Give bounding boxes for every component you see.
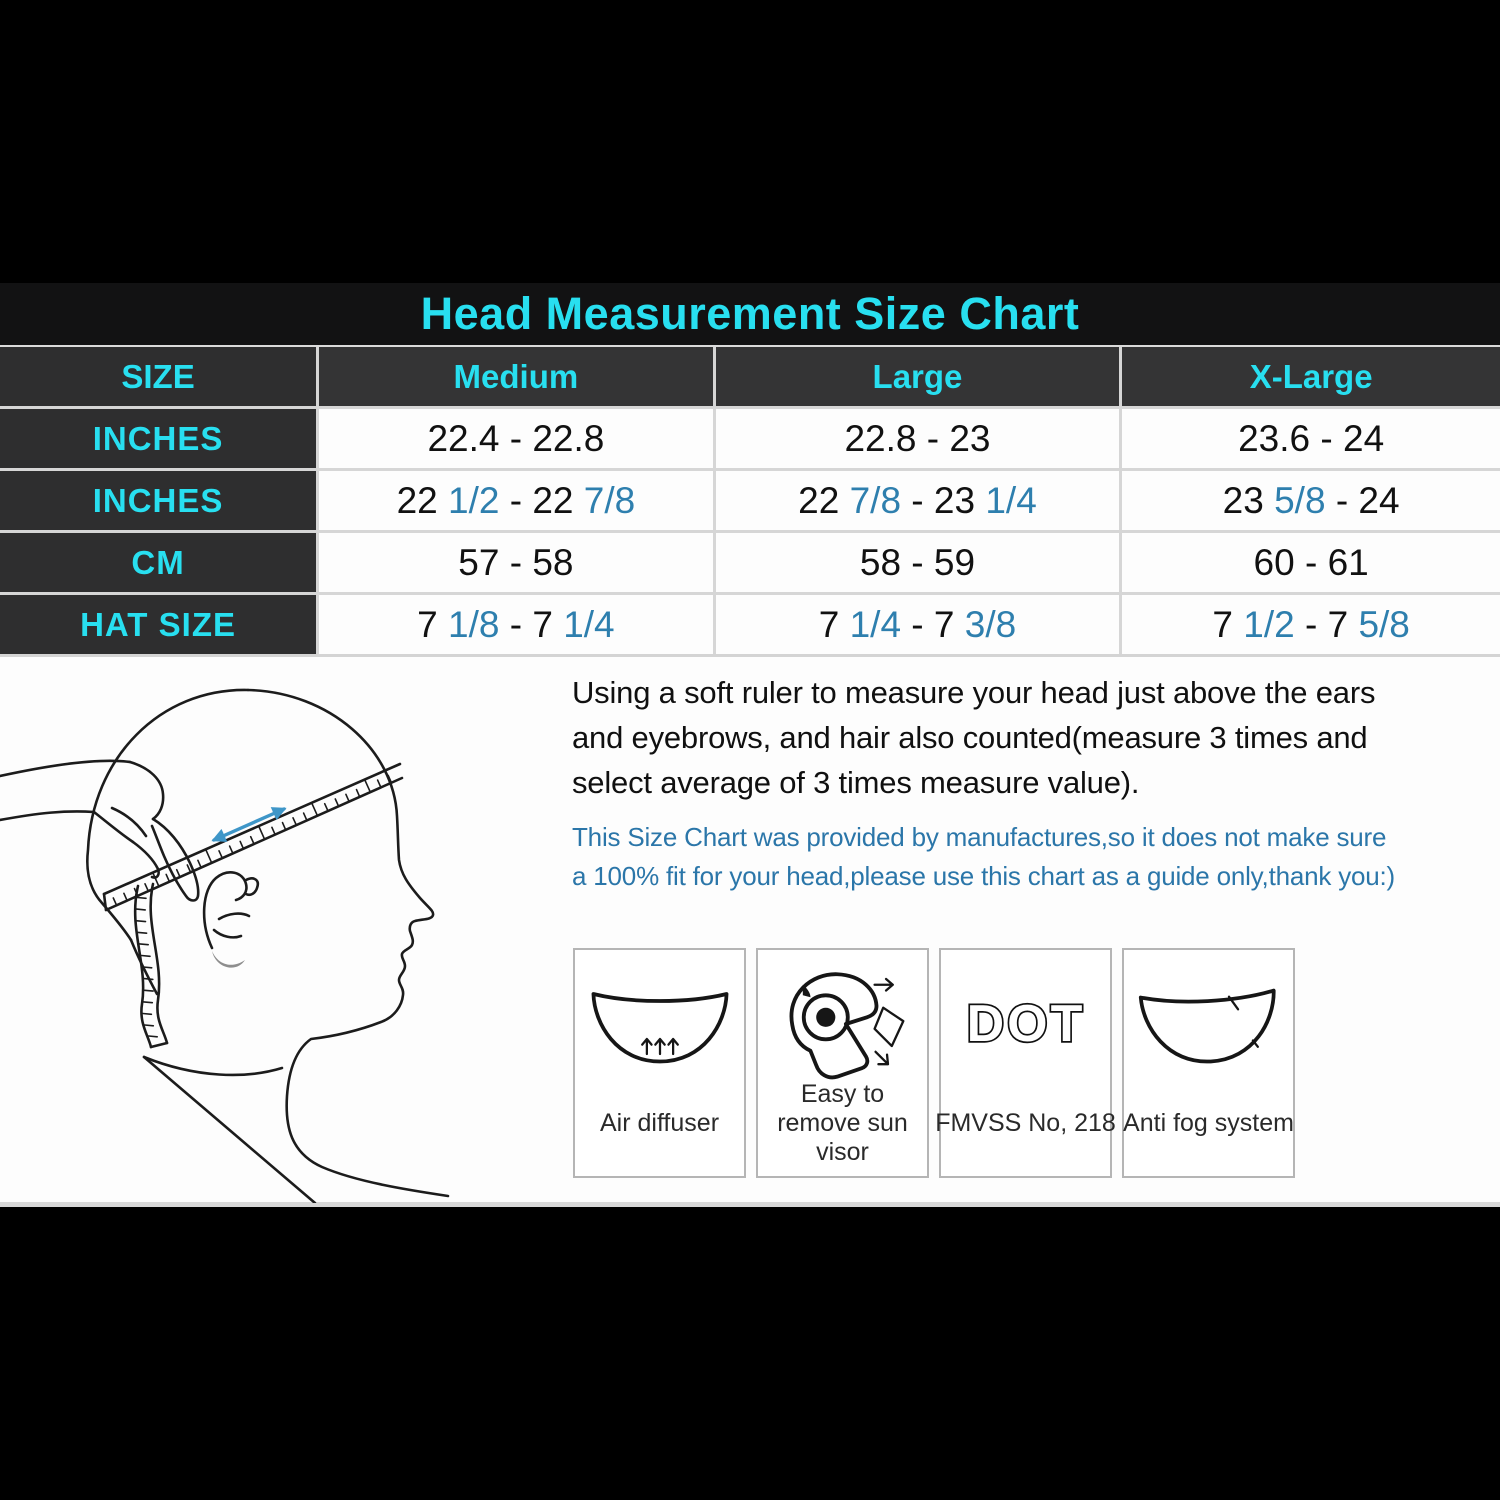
size-value-cell xyxy=(319,533,713,592)
head-measurement-figure xyxy=(0,658,545,1203)
value-text: - 22 xyxy=(499,479,584,521)
table-grid xyxy=(0,345,1500,657)
measuring-tape-band xyxy=(104,764,402,910)
value-text: - 24 xyxy=(1325,479,1400,521)
row-label: CM xyxy=(0,533,316,592)
fraction-text: 1/4 xyxy=(563,603,615,645)
hanging-tape-tick-marks xyxy=(137,898,158,1037)
row-label: INCHES xyxy=(0,471,316,530)
size-column-header: SIZE xyxy=(0,347,316,406)
fraction-text: 3/8 xyxy=(964,603,1017,645)
value-text: - 7 xyxy=(901,603,965,645)
fraction-text: 1/4 xyxy=(849,603,902,645)
value-text: 22.8 - 23 xyxy=(844,417,991,459)
fraction-text: 5/8 xyxy=(1358,603,1410,645)
value-text: - 7 xyxy=(1294,603,1359,645)
feature-label: FMVSS No, 218 xyxy=(935,1108,1116,1137)
measuring-tape-hanging xyxy=(135,884,167,1047)
fraction-text: 1/2 xyxy=(448,479,500,521)
value-text: 60 - 61 xyxy=(1253,541,1369,583)
instruction-line: select average of 3 times measure value). xyxy=(572,765,1140,800)
value-text: 23 xyxy=(1222,479,1275,521)
feature-box-air-diffuser xyxy=(573,948,746,1178)
size-chart-table xyxy=(0,283,1500,657)
air-diffuser-icon xyxy=(585,964,735,1084)
feature-box-sun-visor xyxy=(756,948,929,1178)
size-value-cell xyxy=(1122,533,1500,592)
value-text: 7 xyxy=(1212,603,1244,645)
size-value-cell xyxy=(716,409,1120,468)
disclaimer-note xyxy=(572,818,1500,896)
instructions-block xyxy=(572,670,1500,896)
value-text: 57 - 58 xyxy=(458,541,574,583)
size-value-cell xyxy=(319,471,713,530)
ear-inner-low-line xyxy=(214,930,241,937)
value-text: 23.6 - 24 xyxy=(1238,417,1385,459)
value-text: - 7 xyxy=(499,603,564,645)
table-title: Head Measurement Size Chart xyxy=(420,288,1080,339)
sun-visor-icon xyxy=(776,964,910,1084)
fraction-text: 1/2 xyxy=(1243,603,1295,645)
ear-inner-mid-line xyxy=(219,914,249,919)
feature-box-anti-fog xyxy=(1122,948,1295,1178)
ear-inner-top-line xyxy=(246,878,258,894)
row-label: INCHES xyxy=(0,409,316,468)
size-value-cell xyxy=(319,409,713,468)
feature-label: Anti fog system xyxy=(1123,1108,1294,1137)
instruction-line: Using a soft ruler to measure your head just above the ears xyxy=(572,675,1376,710)
table-title-band xyxy=(0,283,1500,345)
column-header: X-Large xyxy=(1122,347,1500,406)
dot-certification-icon xyxy=(950,964,1102,1084)
note-line: This Size Chart was provided by manufactures,so it does not make sure xyxy=(572,822,1387,852)
size-value-cell xyxy=(1122,595,1500,654)
size-value-cell xyxy=(716,533,1120,592)
fraction-text: 7/8 xyxy=(849,479,902,521)
feature-strip xyxy=(573,948,1295,1178)
fraction-text: 1/4 xyxy=(985,479,1037,521)
head-face-outline xyxy=(248,690,448,1196)
ear-lobe-shade xyxy=(212,951,245,968)
size-value-cell xyxy=(716,595,1120,654)
feature-label: Easy to remove sun visor xyxy=(777,1079,908,1166)
tape-tick-marks xyxy=(113,775,391,905)
value-text: 58 - 59 xyxy=(859,541,976,583)
fraction-text: 1/8 xyxy=(448,603,500,645)
fraction-text: 7/8 xyxy=(583,479,636,521)
fraction-text: 5/8 xyxy=(1274,479,1326,521)
column-header: Large xyxy=(716,347,1120,406)
row-label: HAT SIZE xyxy=(0,595,316,654)
value-text: 22.4 - 22.8 xyxy=(427,417,605,459)
feature-box-dot xyxy=(935,948,1116,1178)
size-value-cell xyxy=(1122,409,1500,468)
value-text: 7 xyxy=(417,603,448,645)
head-back-outline xyxy=(87,690,248,940)
size-value-cell xyxy=(716,471,1120,530)
size-value-cell xyxy=(1122,471,1500,530)
size-value-cell xyxy=(319,595,713,654)
note-line: a 100% fit for your head,please use this chart as a guide only,thank you:) xyxy=(572,861,1396,891)
content-panel xyxy=(0,283,1500,1207)
value-text: - 23 xyxy=(901,479,986,521)
dot-badge-text: DOT xyxy=(966,995,1085,1053)
feature-label: Air diffuser xyxy=(599,1108,720,1137)
value-text: 22 xyxy=(798,479,850,521)
instruction-line: and eyebrows, and hair also counted(measure 3 times and xyxy=(572,720,1368,755)
anti-fog-icon xyxy=(1134,964,1284,1084)
value-text: 22 xyxy=(396,479,448,521)
column-header: Medium xyxy=(319,347,713,406)
collar-top-line xyxy=(144,1057,282,1075)
value-text: 7 xyxy=(818,603,850,645)
